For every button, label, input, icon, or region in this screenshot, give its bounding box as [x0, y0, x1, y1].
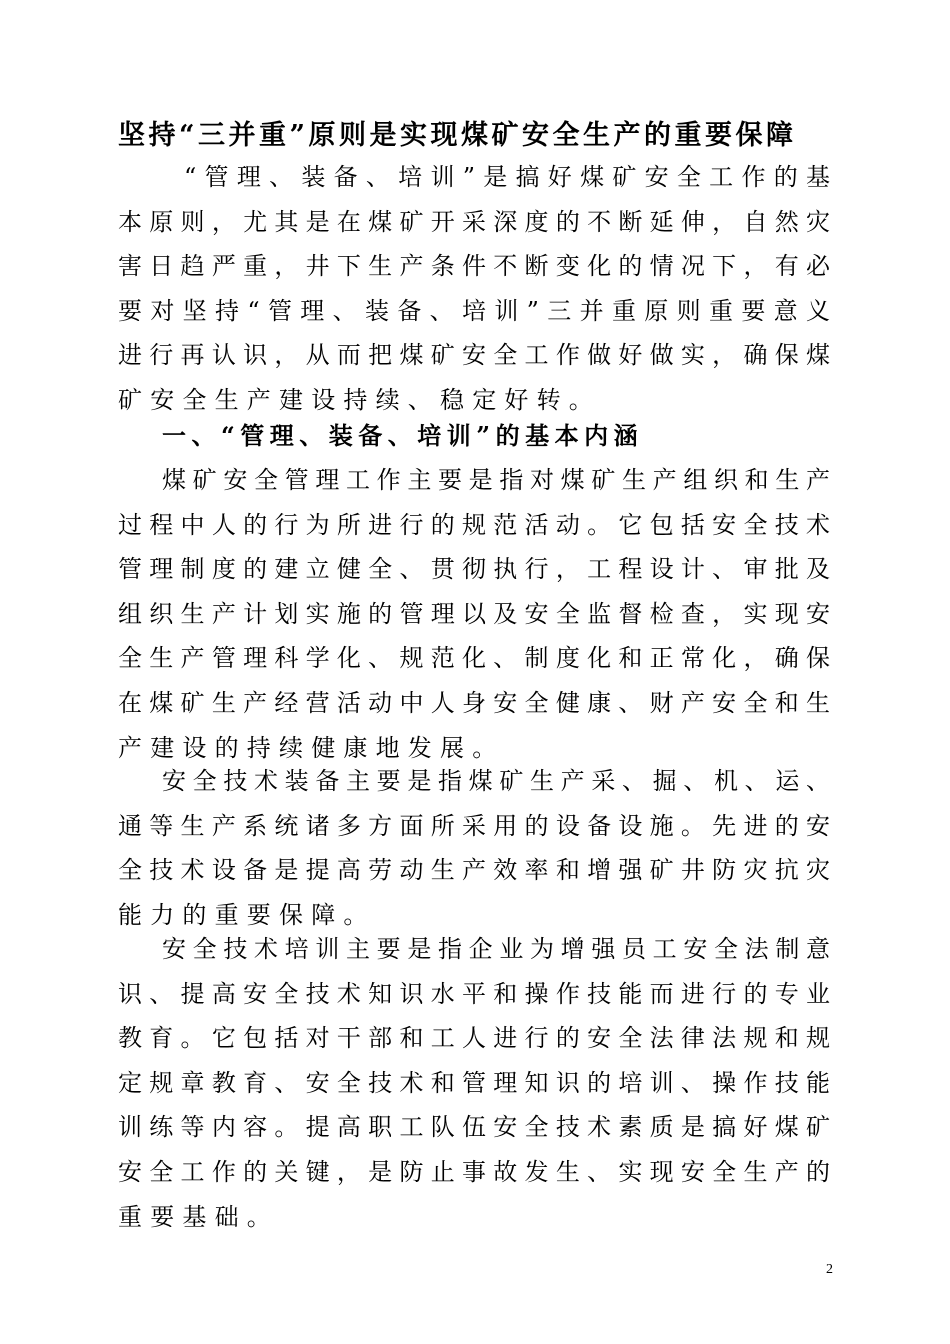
section-heading: 一、“管理、装备、培训”的基本内涵	[162, 421, 644, 450]
paragraph-line: 通等生产系统诸多方面所采用的设备设施。先进的安	[118, 811, 830, 840]
paragraph-line: 安全技术装备主要是指煤矿生产采、掘、机、运、	[162, 767, 830, 795]
paragraph-training	[118, 927, 830, 1239]
paragraph-line: 要对坚持“管理、装备、培训”三并重原则重要意义	[118, 296, 830, 325]
paragraph-line: 产建设的持续健康地发展。	[118, 733, 505, 762]
paragraph-equipment	[118, 759, 830, 937]
paragraph-line: 矿安全生产建设持续、稳定好转。	[118, 385, 601, 414]
paragraph-line: 组织生产计划实施的管理以及安全监督检查，实现安	[118, 599, 830, 628]
paragraph-line: 能力的重要保障。	[118, 900, 376, 929]
paragraph-line: 管理制度的建立健全、贯彻执行，工程设计、审批及	[118, 555, 830, 584]
paragraph-line: 识、提高安全技术知识水平和操作技能而进行的专业	[118, 979, 830, 1008]
page-number: 2	[826, 1262, 833, 1277]
paragraph-management	[118, 458, 830, 770]
paragraph-line: 在煤矿生产经营活动中人身安全健康、财产安全和生	[118, 688, 830, 717]
paragraph-line: 定规章教育、安全技术和管理知识的培训、操作技能	[118, 1068, 830, 1097]
section-heading-block	[118, 414, 830, 459]
paragraph-line: 进行再认识，从而把煤矿安全工作做好做实，确保煤	[118, 341, 830, 370]
document-title: 坚持“三并重”原则是实现煤矿安全生产的重要保障	[118, 120, 797, 151]
paragraph-line: 安全工作的关键，是防止事故发生、实现安全生产的	[118, 1157, 830, 1186]
paragraph-line: 全生产管理科学化、规范化、制度化和正常化，确保	[118, 644, 830, 673]
paragraph-line: 过程中人的行为所进行的规范活动。它包括安全技术	[118, 510, 830, 539]
paragraph-line: 害日趋严重，井下生产条件不断变化的情况下，有必	[118, 252, 830, 281]
paragraph-intro	[118, 155, 830, 423]
paragraph-line: “管理、装备、培训”是搞好煤矿安全工作的基	[184, 163, 830, 191]
paragraph-line: 本原则，尤其是在煤矿开采深度的不断延伸，自然灾	[118, 207, 830, 236]
paragraph-line: 重要基础。	[118, 1202, 279, 1231]
paragraph-line: 教育。它包括对干部和工人进行的安全法律法规和规	[118, 1024, 830, 1053]
paragraph-line: 训练等内容。提高职工队伍安全技术素质是搞好煤矿	[118, 1113, 830, 1142]
paragraph-line: 全技术设备是提高劳动生产效率和增强矿井防灾抗灾	[118, 856, 830, 885]
paragraph-line: 安全技术培训主要是指企业为增强员工安全法制意	[162, 935, 830, 963]
paragraph-line: 煤矿安全管理工作主要是指对煤矿生产组织和生产	[162, 466, 830, 494]
